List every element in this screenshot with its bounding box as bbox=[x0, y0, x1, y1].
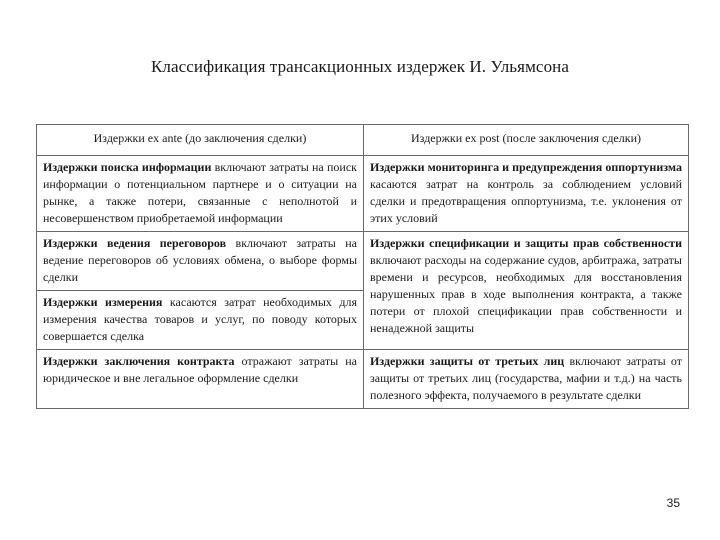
cell-term: Издержки спецификации и защиты прав собственности bbox=[370, 236, 682, 250]
cell-term: Издержки защиты от третьих лиц bbox=[370, 354, 565, 368]
cell-measurement-costs bbox=[37, 291, 364, 350]
cell-term: Издержки ведения переговоров bbox=[43, 236, 227, 250]
cell-term: Издержки поиска информации bbox=[43, 160, 212, 174]
cell-text: включают затраты от защиты от третьих лиц (государства, мафии и т.д.) на часть полезного эффекта, получаемого в результате сделки bbox=[370, 354, 682, 402]
page-number: 35 bbox=[666, 496, 680, 510]
cell-text: включают расходы на содержание судов, арбитража, затраты времени и ресурсов, необходимых для восстановления нарушенных прав в ходе выполнения контракта, а также потери от плохой спецификации прав собственности и ненадежной защиты bbox=[370, 253, 682, 335]
slide-title: Классификация трансакционных издержек И. Ульямсона bbox=[150, 57, 570, 76]
cell-contract-costs bbox=[37, 350, 364, 409]
header-ex-post-note: (после заключения сделки) bbox=[499, 131, 641, 145]
table-row bbox=[37, 156, 689, 232]
header-ex-ante-note: (до заключения сделки) bbox=[182, 131, 307, 145]
cell-text: касаются затрат необходимых для измерения качества товаров и услуг, по поводу которых совершается сделка bbox=[43, 295, 357, 343]
cell-text: отражают затраты на юридическое и вне легальное оформление сделки bbox=[43, 354, 357, 385]
transaction-costs-table bbox=[36, 124, 689, 409]
cell-text: включают затраты на ведение переговоров об условиях обмена, о выборе формы сделки bbox=[43, 236, 358, 284]
cell-information-search-costs bbox=[37, 156, 364, 232]
cell-term: Издержки заключения контракта bbox=[43, 354, 235, 368]
table-row bbox=[37, 232, 689, 291]
table-header-row bbox=[37, 125, 689, 156]
header-ex-post-term: Издержки ex post bbox=[411, 131, 500, 145]
cell-term: Издержки мониторинга и предупреждения оппортунизма bbox=[370, 160, 682, 174]
cell-text: касаются затрат на контроль за соблюдением условий сделки и предотвращения оппортунизма, т.е. уклонения от этих условий bbox=[370, 177, 682, 225]
cell-negotiation-costs bbox=[37, 232, 364, 291]
cell-text: включают затраты на поиск информации о потенциальном партнере и о ситуации на рынке, а также потери, связанные с неполнотой и несовершенством приобретаемой информации bbox=[43, 160, 358, 225]
cell-term: Издержки измерения bbox=[43, 295, 163, 309]
header-ex-ante bbox=[37, 125, 364, 156]
cell-monitoring-costs bbox=[364, 156, 689, 232]
header-ex-post bbox=[364, 125, 689, 156]
cell-third-party-protection-costs bbox=[364, 350, 689, 409]
header-ex-ante-term: Издержки ex ante bbox=[93, 131, 183, 145]
table-row bbox=[37, 350, 689, 409]
cell-property-rights-costs bbox=[364, 232, 689, 350]
